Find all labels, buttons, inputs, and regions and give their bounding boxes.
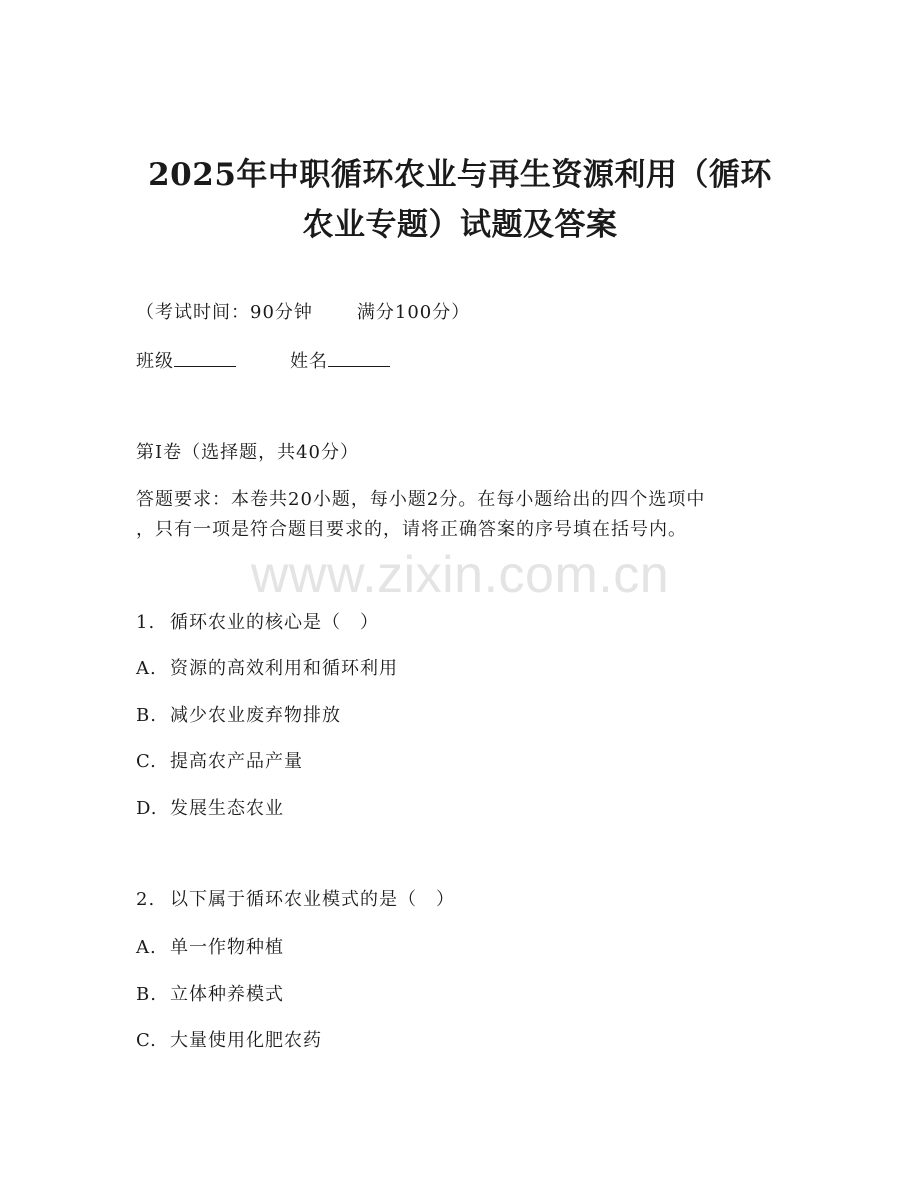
option-letter: B.	[136, 984, 157, 1005]
option-letter: B.	[136, 705, 157, 726]
option-item[interactable]	[136, 753, 303, 771]
name-blank[interactable]	[328, 352, 390, 367]
question-number: 2.	[136, 889, 156, 910]
option-text: 减少农业废弃物排放	[170, 705, 341, 726]
exam-full-score: 满分100分）	[356, 302, 471, 323]
question-text: 循环农业的核心是（ ）	[170, 612, 379, 633]
option-item[interactable]	[136, 707, 341, 725]
document-title-line-2: 农业专题）试题及答案	[302, 207, 618, 243]
option-item[interactable]	[136, 800, 284, 818]
option-letter: D.	[136, 798, 158, 819]
option-item[interactable]	[136, 939, 284, 957]
option-letter: A.	[136, 937, 157, 958]
document-title-line-1: 2025年中职循环农业与再生资源利用（循环	[148, 157, 772, 193]
option-text: 资源的高效利用和循环利用	[170, 658, 398, 679]
option-item[interactable]	[136, 660, 398, 678]
option-letter: A.	[136, 658, 157, 679]
question-number: 1.	[136, 612, 156, 633]
option-text: 提高农产品产量	[170, 751, 303, 772]
instructions-line-2: ，只有一项是符合题目要求的，请将正确答案的序号填在括号内。	[136, 519, 687, 540]
option-text: 立体种养模式	[170, 984, 284, 1005]
question-stem	[136, 891, 455, 909]
section-heading: 第I卷（选择题，共40分）	[136, 442, 360, 463]
question-stem	[136, 614, 379, 632]
instructions-line-1: 答题要求：本卷共20小题，每小题2分。在每小题给出的四个选项中	[136, 489, 706, 510]
option-item[interactable]	[136, 986, 284, 1004]
student-fields	[136, 352, 390, 371]
option-letter: C.	[136, 1030, 157, 1051]
name-label: 姓名	[290, 351, 328, 372]
option-text: 单一作物种植	[170, 937, 284, 958]
question-text: 以下属于循环农业模式的是（ ）	[170, 889, 455, 910]
watermark: www.zixin.com.cn	[250, 546, 670, 604]
option-text: 大量使用化肥农药	[170, 1030, 322, 1051]
option-item[interactable]	[136, 1032, 322, 1050]
class-blank[interactable]	[174, 352, 236, 367]
class-label: 班级	[136, 351, 174, 372]
option-letter: C.	[136, 751, 157, 772]
option-text: 发展生态农业	[170, 798, 284, 819]
exam-info	[136, 304, 470, 322]
exam-time: （考试时间：90分钟	[136, 302, 313, 323]
